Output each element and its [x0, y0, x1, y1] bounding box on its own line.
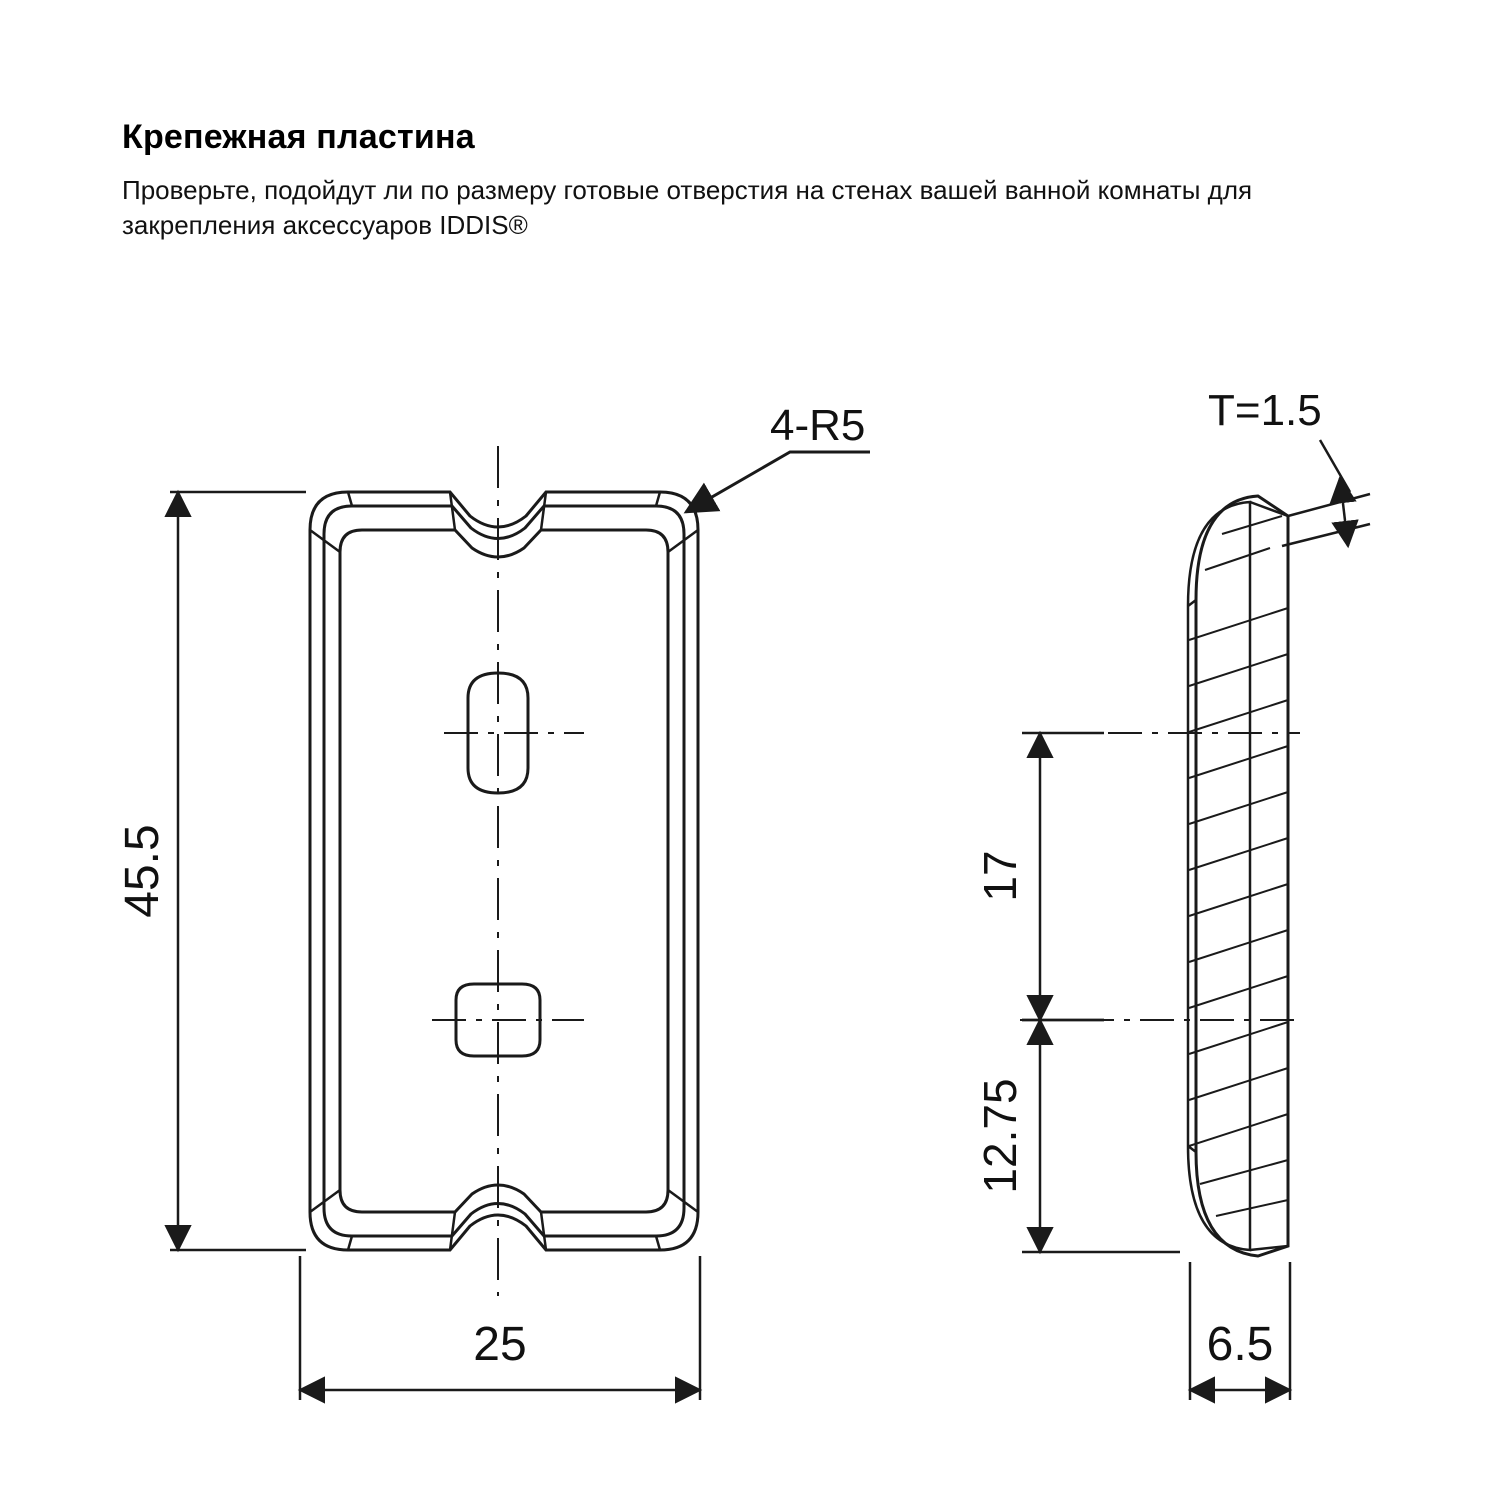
edge-seam-right-top: [656, 492, 660, 506]
thickness-leader-line: [1320, 440, 1350, 492]
lower-segment-label: 12.75: [974, 1078, 1026, 1194]
plate-outer-outline: [310, 492, 698, 1250]
page-subtitle: Проверьте, подойдут ли по размеру готовые отверстия на стенах вашей ванной комнаты для закрепления аксессуаров IDDIS®: [122, 175, 1253, 240]
width-label: 25: [473, 1318, 527, 1371]
front-view-slot-centerlines: [432, 733, 584, 1020]
radius-leader-line: [686, 452, 870, 512]
upper-segment-dimension: [1022, 733, 1104, 1020]
radius-label: 4-R5: [770, 401, 866, 450]
front-view: [310, 492, 698, 1250]
side-view-hatching: [1189, 516, 1288, 1216]
side-outer-profile: [1196, 496, 1288, 1256]
plate-inner-outline-1: [324, 506, 684, 1236]
depth-label: 6.5: [1206, 1318, 1274, 1371]
thickness-callout: [1282, 440, 1370, 546]
edge-seam-left-top: [348, 492, 352, 506]
edge-seam-left-bottom: [348, 1236, 352, 1250]
radius-callout: [686, 452, 870, 512]
thickness-label: T=1.5: [1208, 386, 1322, 435]
height-dimension: [170, 492, 306, 1250]
upper-segment-label: 17: [974, 850, 1026, 902]
page-title: Крепежная пластина: [122, 118, 475, 156]
height-label: 45.5: [116, 824, 169, 918]
thickness-ext-1: [1288, 494, 1370, 516]
lower-segment-dimension: [1022, 1020, 1180, 1252]
edge-seam-right-bottom: [656, 1236, 660, 1250]
side-view-centerlines: [1020, 733, 1300, 1020]
thickness-ext-2: [1282, 524, 1370, 546]
plate-inner-outline-2: [340, 530, 668, 1212]
